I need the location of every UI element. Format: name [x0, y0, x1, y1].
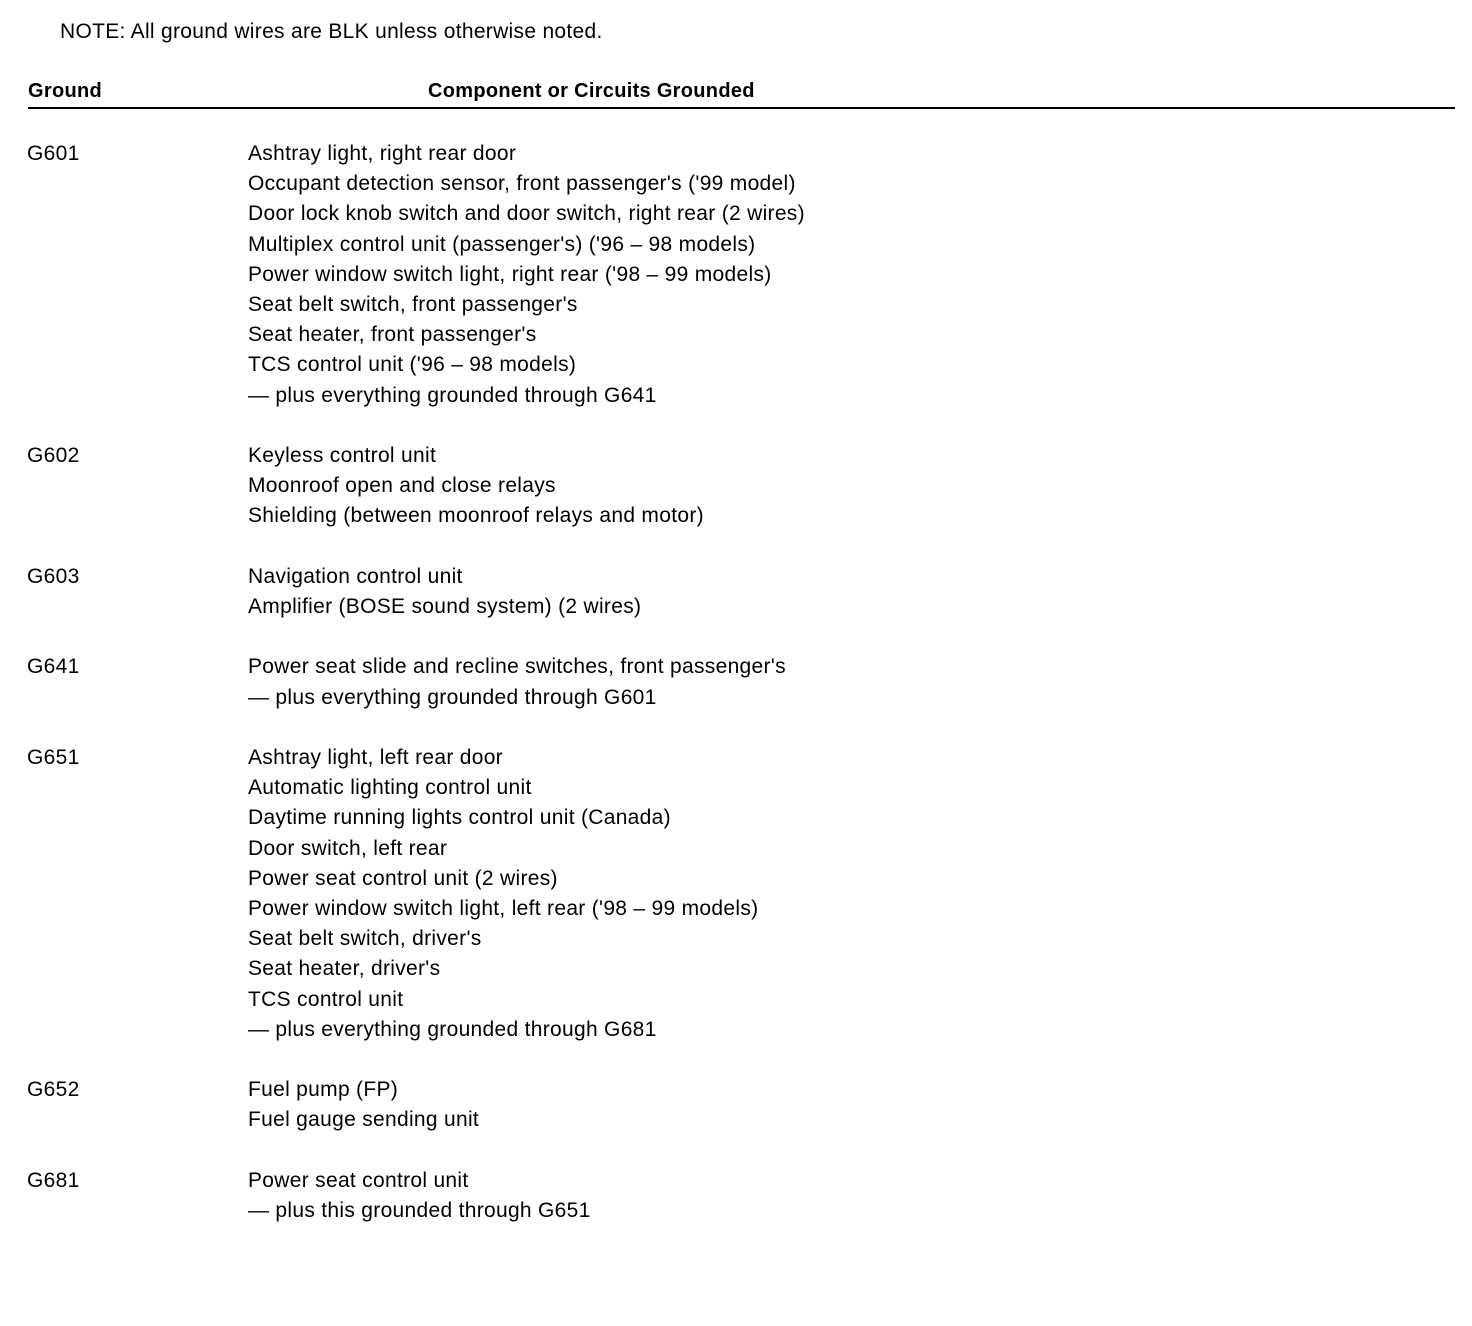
column-header-component: Component or Circuits Grounded — [428, 80, 755, 102]
ground-group — [0, 562, 1472, 622]
component-item: Automatic lighting control unit — [248, 776, 532, 800]
component-item: Amplifier (BOSE sound system) (2 wires) — [248, 595, 642, 619]
ground-id: G652 — [27, 1078, 80, 1102]
component-item: TCS control unit — [248, 987, 404, 1011]
component-item: Shielding (between moonroof relays and motor) — [248, 504, 704, 528]
component-item: — plus this grounded through G651 — [248, 1199, 591, 1223]
ground-id: G601 — [27, 142, 80, 165]
component-list — [248, 139, 1472, 411]
component-item: — plus everything grounded through G641 — [248, 383, 657, 407]
note-text: NOTE: All ground wires are BLK unless otherwise noted. — [60, 20, 603, 43]
component-list — [248, 562, 1472, 622]
component-item: Daytime running lights control unit (Canada) — [248, 806, 671, 830]
ground-group — [0, 1075, 1472, 1135]
component-item: Moonroof open and close relays — [248, 474, 556, 498]
component-item: Fuel gauge sending unit — [248, 1108, 480, 1132]
component-item: Power seat slide and recline switches, front passenger's — [248, 655, 786, 679]
ground-group — [0, 743, 1472, 1045]
component-item: Seat belt switch, driver's — [248, 927, 482, 951]
column-header-ground: Ground — [28, 80, 103, 102]
component-list — [248, 1075, 1472, 1135]
component-list — [248, 652, 1472, 712]
component-item: Keyless control unit — [248, 444, 437, 468]
component-item: Seat heater, front passenger's — [248, 323, 537, 347]
component-item: — plus everything grounded through G681 — [248, 1017, 657, 1041]
component-item: Power window switch light, right rear ('98 – 99 models) — [248, 262, 772, 286]
component-item: Power seat control unit — [248, 1168, 469, 1192]
component-item: — plus everything grounded through G601 — [248, 685, 657, 709]
component-item: Seat belt switch, front passenger's — [248, 293, 578, 317]
ground-table — [0, 139, 1472, 1256]
component-item: Power window switch light, left rear ('98 – 99 models) — [248, 897, 759, 921]
ground-group — [0, 1166, 1472, 1226]
component-item: Occupant detection sensor, front passenger's ('99 model) — [248, 172, 796, 196]
ground-id: G651 — [27, 746, 80, 769]
component-item: Power seat control unit (2 wires) — [248, 866, 558, 890]
ground-group — [0, 441, 1472, 532]
ground-id: G602 — [27, 444, 80, 468]
component-item: Multiplex control unit (passenger's) ('96 – 98 models) — [248, 232, 756, 256]
ground-id: G603 — [27, 564, 80, 588]
ground-group — [0, 652, 1472, 712]
component-item: Fuel pump (FP) — [248, 1078, 399, 1102]
component-list — [248, 743, 1472, 1045]
header-rule — [28, 107, 1455, 109]
component-list — [248, 1166, 1472, 1226]
component-item: Ashtray light, left rear door — [248, 746, 503, 769]
component-item: Navigation control unit — [248, 564, 463, 588]
component-item: TCS control unit ('96 – 98 models) — [248, 353, 577, 377]
component-item: Door lock knob switch and door switch, right rear (2 wires) — [248, 202, 805, 226]
component-item: Door switch, left rear — [248, 836, 448, 860]
ground-group — [0, 139, 1472, 411]
component-item: Ashtray light, right rear door — [248, 142, 517, 165]
ground-id: G681 — [27, 1168, 80, 1192]
component-list — [248, 441, 1472, 532]
component-item: Seat heater, driver's — [248, 957, 441, 981]
ground-id: G641 — [27, 655, 80, 679]
